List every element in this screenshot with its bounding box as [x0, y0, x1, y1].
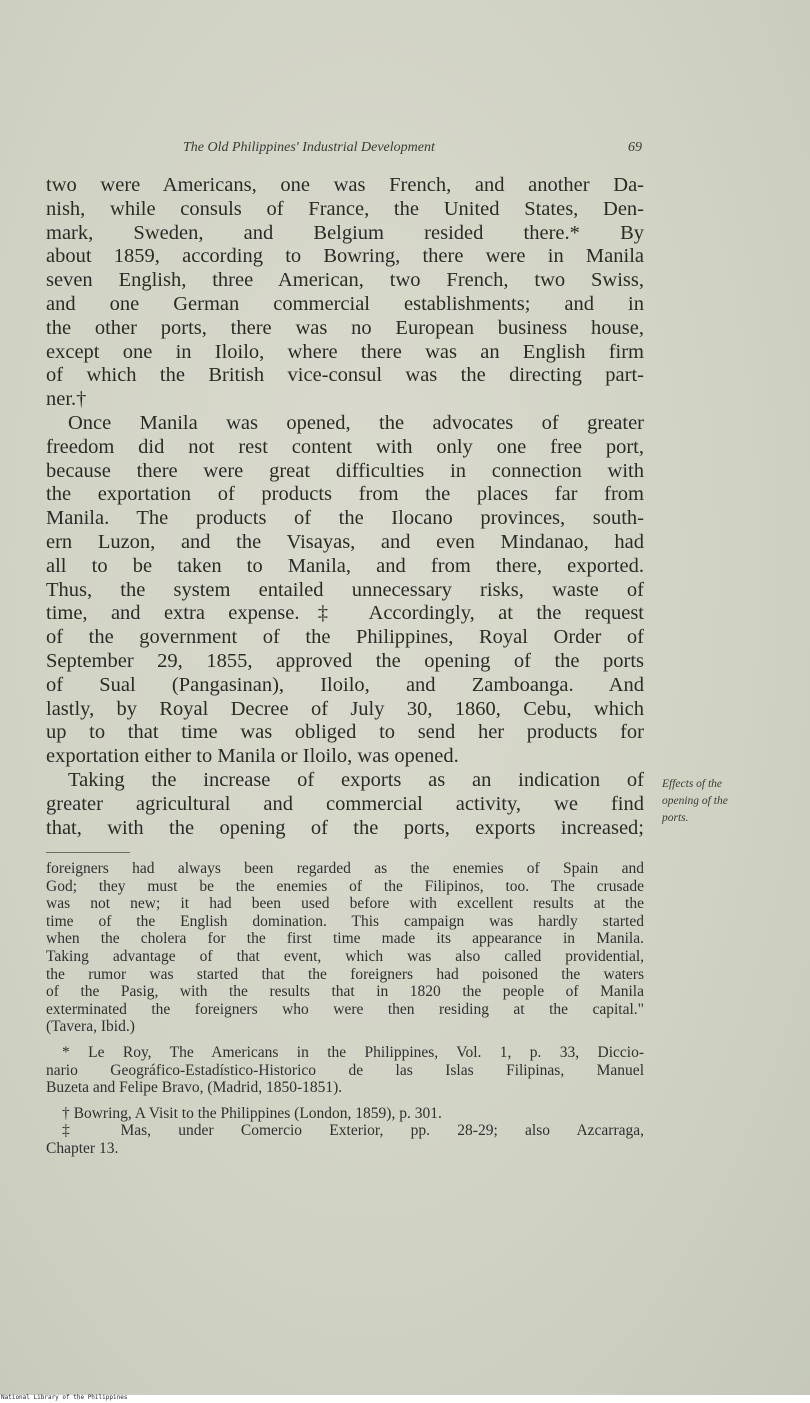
text-line: of Sual (Pangasinan), Iloilo, and Zamboanga. And	[46, 673, 644, 696]
text-line: of the government of the Philippines, Royal Order of	[46, 626, 644, 649]
note-line: ‡ Mas, under Comercio Exterior, pp. 28-29; also Azcarraga,	[62, 1122, 644, 1140]
main-text	[46, 174, 644, 840]
note-line: Buzeta and Felipe Bravo, (Madrid, 1850-1851).	[46, 1079, 343, 1097]
text-line: except one in Iloilo, where there was an English firm	[46, 340, 644, 363]
text-line: about 1859, according to Bowring, there were in Manila	[46, 245, 644, 268]
footer-credit: National Library of the Philippines	[1, 1394, 128, 1401]
note-continuation	[46, 860, 644, 1036]
text-line: two were Americans, one was French, and another Da-	[46, 174, 644, 196]
footnote-star	[46, 1044, 644, 1097]
text-line: seven English, three American, two French, two Swiss,	[46, 269, 644, 292]
note-line: † Bowring, A Visit to the Philippines (London, 1859), p. 301.	[62, 1104, 442, 1122]
footnotes	[46, 860, 644, 1158]
note-line: exterminated the foreigners who were then residing at the capital."	[46, 1000, 644, 1018]
text-line: Thus, the system entailed unnecessary risks, waste of	[46, 578, 644, 601]
page-number: 69	[628, 140, 642, 155]
text-line: lastly, by Royal Decree of July 30, 1860, Cebu, which	[46, 697, 644, 720]
note-line: of the Pasig, with the results that in 1820 the people of Manila	[46, 983, 644, 1001]
running-title: The Old Philippines' Industrial Development	[183, 140, 435, 155]
footnote-dagger	[46, 1105, 644, 1123]
note-line: nario Geográfico-Estadístico-Historico de las Islas Filipinas, Manuel	[46, 1061, 644, 1079]
text-line: ner.†	[46, 388, 87, 411]
note-line: God; they must be the enemies of the Filipinos, too. The crusade	[46, 877, 644, 895]
text-line: exportation either to Manila or Iloilo, was opened.	[46, 745, 459, 768]
footnote-rule	[46, 852, 130, 853]
footnote-double-dagger	[46, 1122, 644, 1157]
note-line: * Le Roy, The Americans in the Philippines, Vol. 1, p. 33, Diccio-	[62, 1043, 644, 1061]
text-line: all to be taken to Manila, and from there, exported.	[46, 554, 644, 577]
text-line: Once Manila was opened, the advocates of greater	[68, 411, 644, 434]
text-line: and one German commercial establishments; and in	[46, 292, 644, 315]
note-line: Taking advantage of that event, which was also called providential,	[46, 947, 644, 965]
text-line: time, and extra expense.‡ Accordingly, at the request	[46, 602, 644, 625]
text-line: Manila. The products of the Ilocano provinces, south-	[46, 507, 644, 530]
text-line: Taking the increase of exports as an indication of	[68, 768, 644, 791]
text-line: mark, Sweden, and Belgium resided there.* By	[46, 221, 644, 244]
note-line: when the cholera for the first time made its appearance in Manila.	[46, 930, 644, 948]
text-line: that, with the opening of the ports, exports increased;	[46, 816, 644, 839]
text-line: the other ports, there was no European business house,	[46, 316, 644, 339]
text-line: greater agricultural and commercial activity, we find	[46, 792, 644, 815]
note-line: the rumor was started that the foreigners had poisoned the waters	[46, 965, 644, 983]
text-line: September 29, 1855, approved the opening of the ports	[46, 649, 644, 672]
text-line: the exportation of products from the places far from	[46, 483, 644, 506]
margin-note-line: opening of the	[662, 795, 728, 807]
note-line: foreigners had always been regarded as the enemies of Spain and	[46, 860, 644, 877]
note-line: Chapter 13.	[46, 1139, 119, 1157]
margin-note-line: ports.	[662, 812, 689, 824]
note-line: time of the English domination. This campaign was hardly started	[46, 912, 644, 930]
text-line: up to that time was obliged to send her products for	[46, 721, 644, 744]
note-line: (Tavera, Ibid.)	[46, 1018, 135, 1036]
running-head	[46, 138, 646, 158]
margin-note	[662, 776, 782, 827]
text-line: ern Luzon, and the Visayas, and even Mindanao, had	[46, 530, 644, 553]
margin-note-line: Effects of the	[662, 778, 723, 790]
text-line: nish, while consuls of France, the United States, Den-	[46, 197, 644, 220]
text-line: freedom did not rest content with only one free port,	[46, 435, 644, 458]
text-line: because there were great difficulties in connection with	[46, 459, 644, 482]
note-line: was not new; it had been used before with excellent results at the	[46, 895, 644, 913]
text-line: of which the British vice-consul was the directing part-	[46, 364, 644, 387]
footer-strip	[0, 1395, 810, 1403]
